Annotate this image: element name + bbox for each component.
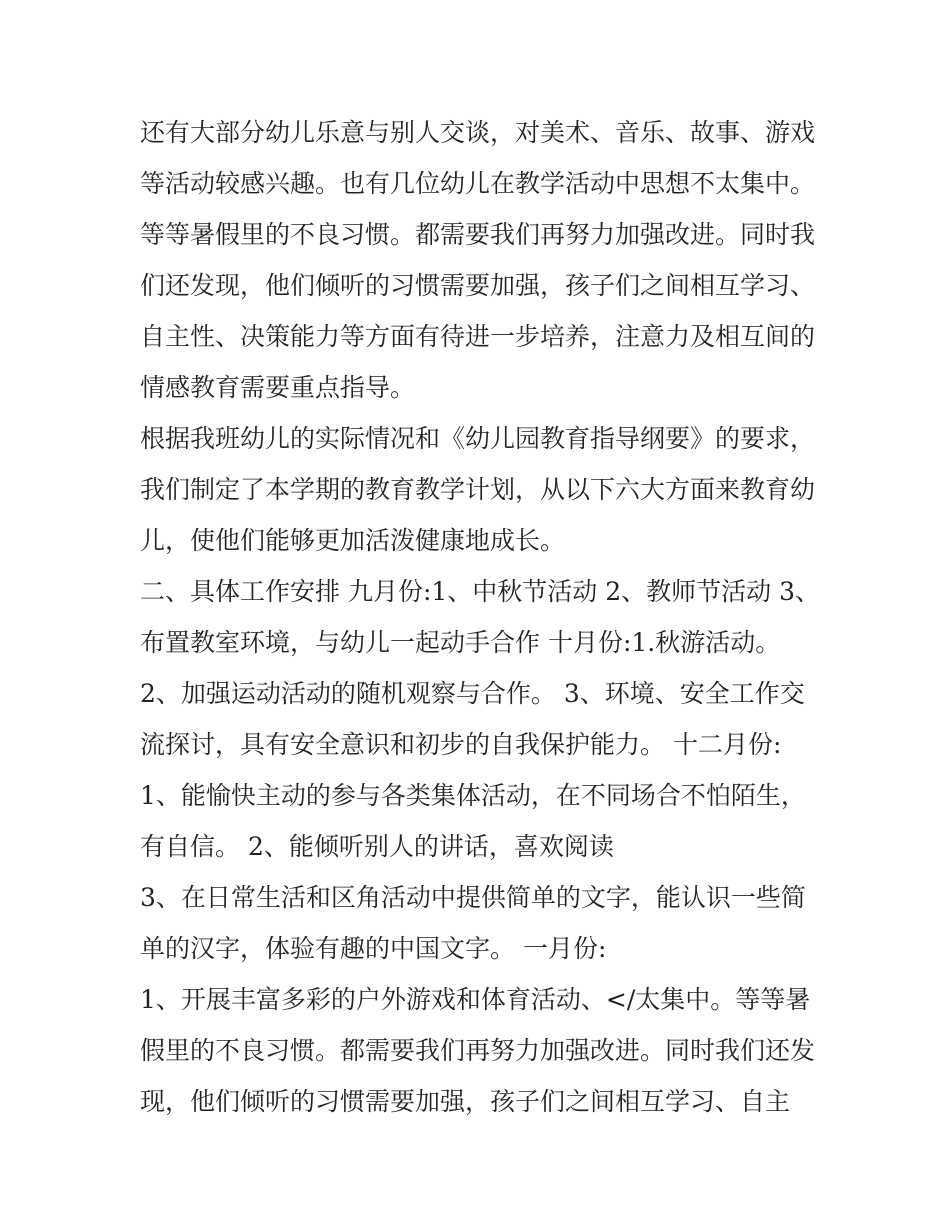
text-line: 假里的不良习惯。都需要我们再努力加强改进。同时我们还发	[140, 1036, 816, 1065]
text-line: 3、在日常生活和区角活动中提供简单的文字，能认识一些简	[140, 883, 806, 912]
text-line: 等等暑假里的不良习惯。都需要我们再努力加强改进。同时我	[140, 220, 816, 249]
text-line: 还有大部分幼儿乐意与别人交谈，对美术、音乐、故事、游戏	[140, 118, 816, 147]
text-line: 情感教育需要重点指导。	[140, 373, 416, 402]
text-line: 单的汉字，体验有趣的中国文字。 一月份:	[140, 934, 607, 963]
text-line: 有自信。 2、能倾听别人的讲话，喜欢阅读	[140, 832, 614, 861]
text-line: 现，他们倾听的习惯需要加强，孩子们之间相互学习、自主	[140, 1087, 791, 1116]
text-line: 1、能愉快主动的参与各类集体活动，在不同场合不怕陌生，	[140, 781, 806, 810]
document-body	[140, 107, 830, 1127]
text-line: 流探讨，具有安全意识和初步的自我保护能力。 十二月份:	[140, 730, 782, 759]
text-line: 我们制定了本学期的教育教学计划，从以下六大方面来教育幼	[140, 475, 816, 504]
text-line: 1、开展丰富多彩的户外游戏和体育活动、</太集中。等等暑	[140, 985, 811, 1014]
text-line: 等活动较感兴趣。也有几位幼儿在教学活动中思想不太集中。	[140, 169, 816, 198]
text-line: 自主性、决策能力等方面有待进一步培养，注意力及相互间的	[140, 322, 816, 351]
text-line: 布置教室环境，与幼儿一起动手合作 十月份:1.秋游活动。	[140, 628, 781, 657]
text-line: 们还发现，他们倾听的习惯需要加强，孩子们之间相互学习、	[140, 271, 816, 300]
text-line: 二、具体工作安排 九月份:1、中秋节活动 2、教师节活动 3、	[140, 577, 820, 606]
text-line: 儿，使他们能够更加活泼健康地成长。	[140, 526, 566, 555]
text-line: 2、加强运动活动的随机观察与合作。 3、环境、安全工作交	[140, 679, 805, 708]
text-line: 根据我班幼儿的实际情况和《幼儿园教育指导纲要》的要求，	[140, 424, 816, 453]
